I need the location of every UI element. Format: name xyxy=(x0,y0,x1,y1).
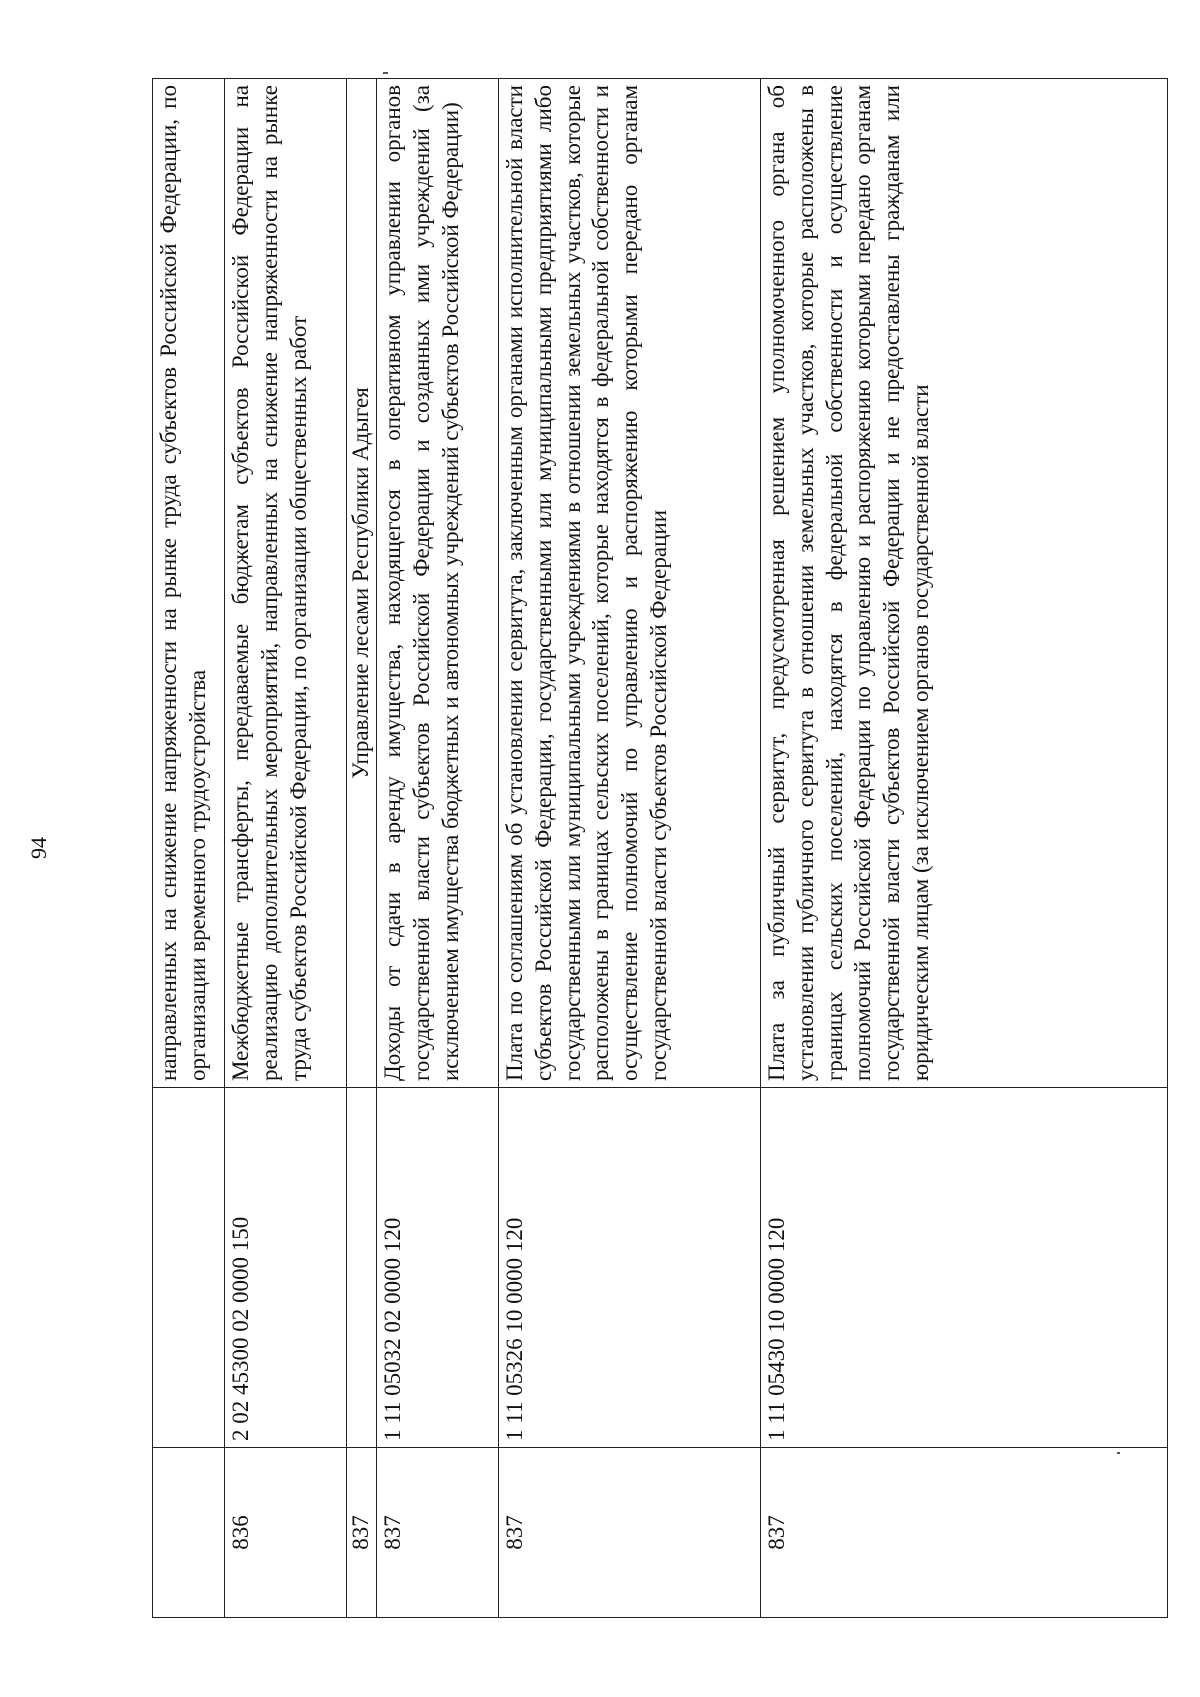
kbk-code-cell: 1 11 05430 10 0000 120 xyxy=(761,1088,1168,1448)
table-row-section-header xyxy=(347,79,377,1618)
description-cell: Плата за публичный сервитут, предусмотренная решением уполномоченного органа об установлении публичного сервитута в отношении земельных участков, которые расположены в границах сельских поселений, находятся в федеральной собственности и осуществление полномочий Российской Федерации по управлению и распоряжению которыми передано органам государственной власти субъектов Российской Федерации и не предоставлены гражданам или юридическим лицам (за исключением органов государственной власти xyxy=(761,79,1168,1088)
description-cell: Межбюджетные трансферты, передаваемые бюджетам субъектов Российской Федерации на реализацию дополнительных мероприятий, направленных на снижение напряженности на рынке труда субъектов Российской Федерации, по организации общественных работ xyxy=(225,79,347,1088)
scan-speck xyxy=(383,72,388,74)
admin-code-cell: 837 xyxy=(377,1448,499,1618)
page-number: 94 xyxy=(26,837,51,859)
kbk-code-cell: 1 11 05032 02 0000 120 xyxy=(377,1088,499,1448)
admin-code-cell: 836 xyxy=(225,1448,347,1618)
admin-code-cell xyxy=(153,1448,225,1618)
revenue-codes-table xyxy=(152,78,1168,1618)
rotated-table-sheet xyxy=(152,78,1168,1618)
kbk-code-cell: 1 11 05326 10 0000 120 xyxy=(499,1088,761,1448)
description-cell: Доходы от сдачи в аренду имущества, находящегося в оперативном управлении органов государственной власти субъектов Российской Федерации и созданных ими учреждений (за исключением имущества бюджетных и автономных учреждений субъектов Российской Федерации) xyxy=(377,79,499,1088)
kbk-code-cell xyxy=(153,1088,225,1448)
table-row xyxy=(153,79,225,1618)
table-row xyxy=(377,79,499,1618)
description-cell: направленных на снижение напряженности на рынке труда субъектов Российской Федерации, по организации временного трудоустройства xyxy=(153,79,225,1088)
table-row xyxy=(499,79,761,1618)
section-title-cell: Управление лесами Республики Адыгея xyxy=(347,79,377,1088)
kbk-code-cell: 2 02 45300 02 0000 150 xyxy=(225,1088,347,1448)
admin-code-cell: 837 xyxy=(761,1448,1168,1618)
kbk-code-cell xyxy=(347,1088,377,1448)
table-row xyxy=(761,79,1168,1618)
description-cell: Плата по соглашениям об установлении сервитута, заключенным органами исполнительной власти субъектов Российской Федерации, государственными или муниципальными предприятиями либо государственными или муниципальными учреждениями в отношении земельных участков, которые расположены в границах сельских поселений, которые находятся в федеральной собственности и осуществление полномочий по управлению и распоряжению которыми передано органам государственной власти субъектов Российской Федерации xyxy=(499,79,761,1088)
admin-code-cell: 837 xyxy=(499,1448,761,1618)
table-row xyxy=(225,79,347,1618)
admin-code-cell: 837 xyxy=(347,1448,377,1618)
